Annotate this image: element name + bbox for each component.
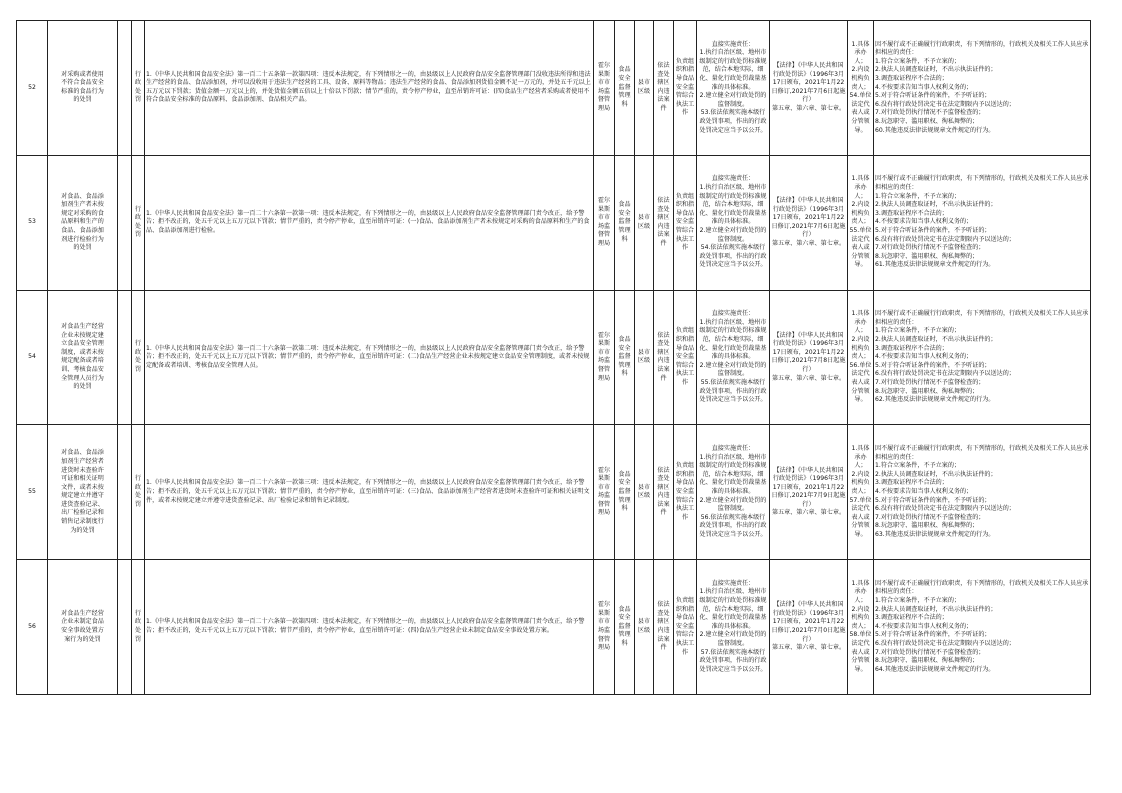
liability-situations: 因不履行或不正确履行行政职责，有下列情形的，行政机关及相关工作人员应承担相应的责任： 1.符合立案条件，不予立案的； 2.执法人员调查取证时，不出示执法证件的； 3.调查取证程序不合法的； 4.不按要求告知当事人权利义务的； 5.对于符合听证条件的案件，不予听证的； 6.没有将行政处罚决定书在法定期限内予以送达的； 7.对行政处罚执行情况不予监督检查的； 8.玩忽职守、滥用职权、徇私舞弊的； 60.其他违反法律法规规章文件规定的行为。 — [874, 21, 1091, 156]
office: 食品安全监督管理科 — [615, 21, 635, 156]
item-name: 对食品、食品添 加剂生产者未按 规定对采购的食 品原料和生产的 食品、食品添加 剂进行检验行为 的处罚 — [48, 155, 118, 290]
legal-basis: 1.《中华人民共和国食品安全法》第一百二十六条第一款第四项：违反本法规定，有下列情形之一的，由县级以上人民政府食品安全监督管理部门责令改正，给予警告；拒不改正的，处五千元以上五万元以下罚款；情节严重的，责令停产停业，直至吊销许可证：(四)食品生产经营企业未制定食品安全事故处置方案。 — [145, 560, 594, 695]
scope: 依法查处辖区内违法案件 — [654, 155, 674, 290]
item-name: 对食品生产经营 企业未制定食品 安全事故处置方 案行为的处罚 — [48, 560, 118, 695]
item-type: 行政处罚 — [132, 425, 145, 560]
table-row — [17, 155, 1091, 290]
legal-basis: 1.《中华人民共和国食品安全法》第一百二十五条第一款第四项：违反本法规定，有下列情形之一的，由县级以上人民政府食品安全监督管理部门没收违法所得和违法生产经营的食品、食品添加剂，并可以没收用于违法生产经营的工具、设备、原料等物品；违法生产经营的食品、食品添加剂货值金额不足一万元的，并处五千元以上五万元以下罚款；货值金额一万元以上的，并处货值金额五倍以上十倍以下罚款；情节严重的，责令停产停业，直至吊销许可证：(四)食品生产经营者采购或者使用不符合食品安全标准的食品原料、食品添加剂、食品相关产品。 — [145, 21, 594, 156]
spacer-cell — [118, 155, 132, 290]
duty-content: 直接实施责任： 1.执行自治区级、地州市级制定的行政处罚标准规范，结合本地实际，细化、量化行政处罚裁量基准的具体标准。 2.建立健全对行政处罚的监督制度。 56.依法依规实施本级行政处罚事项，作出的行政处罚决定应当予以公开。 — [697, 425, 770, 560]
table-row — [17, 21, 1091, 156]
table-body — [17, 21, 1091, 695]
responsible-unit: 负责组织和指导食品安全监管综合执法工作 — [674, 155, 697, 290]
item-type: 行政处罚 — [132, 560, 145, 695]
accountability-law: 【法律】《中华人民共和国行政处罚法》（1996年3月17日颁布，2021年1月22日修订,2021年7月8日起施行） 第五章、第六章、第七章。 — [770, 290, 848, 425]
row-number: 54 — [17, 290, 48, 425]
accountability-law: 【法律】《中华人民共和国行政处罚法》（1996年3月17日颁布，2021年1月22日修订,2021年7月0日起施行） 第五章、第六章、第七章。 — [770, 560, 848, 695]
item-type: 行政处罚 — [132, 21, 145, 156]
responsible-unit: 负责组织和指导食品安全监管综合执法工作 — [674, 290, 697, 425]
row-number: 55 — [17, 425, 48, 560]
scope: 依法查处辖区内违法案件 — [654, 290, 674, 425]
department: 霍尔果斯市市场监督管理局 — [594, 425, 615, 560]
office: 食品安全监督管理科 — [615, 425, 635, 560]
scope: 依法查处辖区内违法案件 — [654, 425, 674, 560]
row-number: 52 — [17, 21, 48, 156]
accountability-law: 【法律】《中华人民共和国行政处罚法》（1996年3月17日颁布，2021年1月22日修订,2021年7月6日起施行） 第五章、第六章、第七章。 — [770, 155, 848, 290]
department: 霍尔果斯市市场监督管理局 — [594, 155, 615, 290]
office: 食品安全监督管理科 — [615, 290, 635, 425]
item-name: 对采购或者使用 不符合食品安全 标准的食品行为 的处罚 — [48, 21, 118, 156]
scope: 依法查处辖区内违法案件 — [654, 21, 674, 156]
item-name: 对食品、食品添 加剂生产经营者 进货时未查验许 可证和相关证明 文件，或者未按 规定建立并遵守 进货查验记录、 出厂检验记录和 销售记录制度行 为的处罚 — [48, 425, 118, 560]
liability-situations: 因不履行或不正确履行行政职责，有下列情形的，行政机关及相关工作人员应承担相应的责任： 1.符合立案条件，不予立案的； 2.执法人员调查取证时，不出示执法证件的； 3.调查取证程序不合法的； 4.不按要求告知当事人权利义务的； 5.对于符合听证条件的案件，不予听证的； 6.没有将行政处罚决定书在法定期限内予以送达的； 7.对行政处罚执行情况不予监督检查的； 8.玩忽职守、滥用职权、徇私舞弊的； 61.其他违反法律法规规章文件规定的行为。 — [874, 155, 1091, 290]
responsible-unit: 负责组织和指导食品安全监管综合执法工作 — [674, 560, 697, 695]
item-type: 行政处罚 — [132, 155, 145, 290]
power-list-table — [16, 20, 1091, 695]
spacer-cell — [118, 21, 132, 156]
accountability-law: 【法律】《中华人民共和国行政处罚法》（1996年3月17日颁布，2021年1月22日修订,2021年7月9日起施行） 第五章、第六章、第七章。 — [770, 425, 848, 560]
row-number: 56 — [17, 560, 48, 695]
responsible-subject: 1.具体承办人； 2.内设机构负责人； 57.单位法定代表人或分管领导。 — [848, 425, 874, 560]
table-row — [17, 425, 1091, 560]
liability-situations: 因不履行或不正确履行行政职责，有下列情形的，行政机关及相关工作人员应承担相应的责任： 1.符合立案条件，不予立案的； 2.执法人员调查取证时，不出示执法证件的； 3.调查取证程序不合法的； 4.不按要求告知当事人权利义务的； 5.对于符合听证条件的案件，不予听证的； 6.没有将行政处罚决定书在法定期限内予以送达的； 7.对行政处罚执行情况不予监督检查的； 8.玩忽职守、滥用职权、徇私舞弊的； 62.其他违反法律法规规章文件规定的行为。 — [874, 290, 1091, 425]
responsible-subject: 1.具体承办人； 2.内设机构负责人； 55.单位法定代表人或分管领导。 — [848, 155, 874, 290]
admin-level: 县市区级 — [635, 21, 654, 156]
responsible-subject: 1.具体承办人； 2.内设机构负责人； 56.单位法定代表人或分管领导。 — [848, 290, 874, 425]
admin-level: 县市区级 — [635, 425, 654, 560]
responsible-subject: 1.具体承办人； 2.内设机构负责人； 58.单位法定代表人或分管领导。 — [848, 560, 874, 695]
office: 食品安全监督管理科 — [615, 560, 635, 695]
legal-basis: 1.《中华人民共和国食品安全法》第一百二十六条第一款第一项：违反本法规定，有下列情形之一的，由县级以上人民政府食品安全监督管理部门责令改正，给予警告；拒不改正的，处五千元以上五万元以下罚款；情节严重的，责令停产停业，直至吊销许可证：(一)食品、食品添加剂生产者未按规定对采购的食品原料和生产的食品、食品添加剂进行检验。 — [145, 155, 594, 290]
legal-basis: 1.《中华人民共和国食品安全法》第一百二十六条第一款第三项：违反本法规定，有下列情形之一的，由县级以上人民政府食品安全监督管理部门责令改正，给予警告；拒不改正的，处五千元以上五万元以下罚款；情节严重的，责令停产停业，直至吊销许可证：(三)食品、食品添加剂生产经营者进货时未查验许可证和相关证明文件，或者未按规定建立并遵守进货查验记录、出厂检验记录和销售记录制度。 — [145, 425, 594, 560]
duty-content: 直接实施责任： 1.执行自治区级、地州市级制定的行政处罚标准规范，结合本地实际，细化、量化行政处罚裁量基准的具体标准。 2.建立健全对行政处罚的监督制度。 57.依法依规实施本级行政处罚事项，作出的行政处罚决定应当予以公开。 — [697, 560, 770, 695]
table-row — [17, 290, 1091, 425]
responsible-subject: 1.具体承办人； 2.内设机构负责人； 54.单位法定代表人或分管领导。 — [848, 21, 874, 156]
scope: 依法查处辖区内违法案件 — [654, 560, 674, 695]
responsible-unit: 负责组织和指导食品安全监管综合执法工作 — [674, 425, 697, 560]
duty-content: 直接实施责任： 1.执行自治区级、地州市级制定的行政处罚标准规范，结合本地实际，细化、量化行政处罚裁量基准的具体标准。 2.建立健全对行政处罚的监督制度。 53.依法依规实施本级行政处罚事项，作出的行政处罚决定应当予以公开。 — [697, 21, 770, 156]
legal-basis: 1.《中华人民共和国食品安全法》第一百二十六条第一款第二项：违反本法规定，有下列情形之一的，由县级以上人民政府食品安全监督管理部门责令改正，给予警告；拒不改正的，处五千元以上五万元以下罚款；情节严重的，责令停产停业，直至吊销许可证：(二)食品生产经营企业未按规定建立食品安全管理制度，或者未按规定配备或者培训、考核食品安全管理人员。 — [145, 290, 594, 425]
office: 食品安全监督管理科 — [615, 155, 635, 290]
duty-content: 直接实施责任： 1.执行自治区级、地州市级制定的行政处罚标准规范，结合本地实际，细化、量化行政处罚裁量基准的具体标准。 2.建立健全对行政处罚的监督制度。 55.依法依规实施本级行政处罚事项，作出的行政处罚决定应当予以公开。 — [697, 290, 770, 425]
table-row — [17, 560, 1091, 695]
department: 霍尔果斯市市场监督管理局 — [594, 21, 615, 156]
admin-level: 县市区级 — [635, 290, 654, 425]
admin-level: 县市区级 — [635, 560, 654, 695]
spacer-cell — [118, 425, 132, 560]
item-name: 对食品生产经营 企业未按规定建 立食品安全管理 制度，或者未按 规定配备或者培 训、考核食品安 全管理人员行为 的处罚 — [48, 290, 118, 425]
item-type: 行政处罚 — [132, 290, 145, 425]
department: 霍尔果斯市市场监督管理局 — [594, 560, 615, 695]
liability-situations: 因不履行或不正确履行行政职责，有下列情形的，行政机关及相关工作人员应承担相应的责任： 1.符合立案条件，不予立案的； 2.执法人员调查取证时，不出示执法证件的； 3.调查取证程序不合法的； 4.不按要求告知当事人权利义务的； 5.对于符合听证条件的案件，不予听证的； 6.没有将行政处罚决定书在法定期限内予以送达的； 7.对行政处罚执行情况不予监督检查的； 8.玩忽职守、滥用职权、徇私舞弊的； 63.其他违反法律法规规章文件规定的行为。 — [874, 425, 1091, 560]
spacer-cell — [118, 290, 132, 425]
department: 霍尔果斯市市场监督管理局 — [594, 290, 615, 425]
spacer-cell — [118, 560, 132, 695]
accountability-law: 【法律】《中华人民共和国行政处罚法》（1996年3月17日颁布，2021年1月22日修订,2021年7月6日起施行） 第五章、第六章、第七章。 — [770, 21, 848, 156]
admin-level: 县市区级 — [635, 155, 654, 290]
row-number: 53 — [17, 155, 48, 290]
liability-situations: 因不履行或不正确履行行政职责，有下列情形的，行政机关及相关工作人员应承担相应的责任： 1.符合立案条件，不予立案的； 2.执法人员调查取证时，不出示执法证件的； 3.调查取证程序不合法的； 4.不按要求告知当事人权利义务的； 5.对于符合听证条件的案件，不予听证的； 6.没有将行政处罚决定书在法定期限内予以送达的； 7.对行政处罚执行情况不予监督检查的； 8.玩忽职守、滥用职权、徇私舞弊的； 64.其他违反法律法规规章文件规定的行为。 — [874, 560, 1091, 695]
duty-content: 直接实施责任： 1.执行自治区级、地州市级制定的行政处罚标准规范，结合本地实际，细化、量化行政处罚裁量基准的具体标准。 2.建立健全对行政处罚的监督制度。 54.依法依规实施本级行政处罚事项，作出的行政处罚决定应当予以公开。 — [697, 155, 770, 290]
responsible-unit: 负责组织和指导食品安全监管综合执法工作 — [674, 21, 697, 156]
